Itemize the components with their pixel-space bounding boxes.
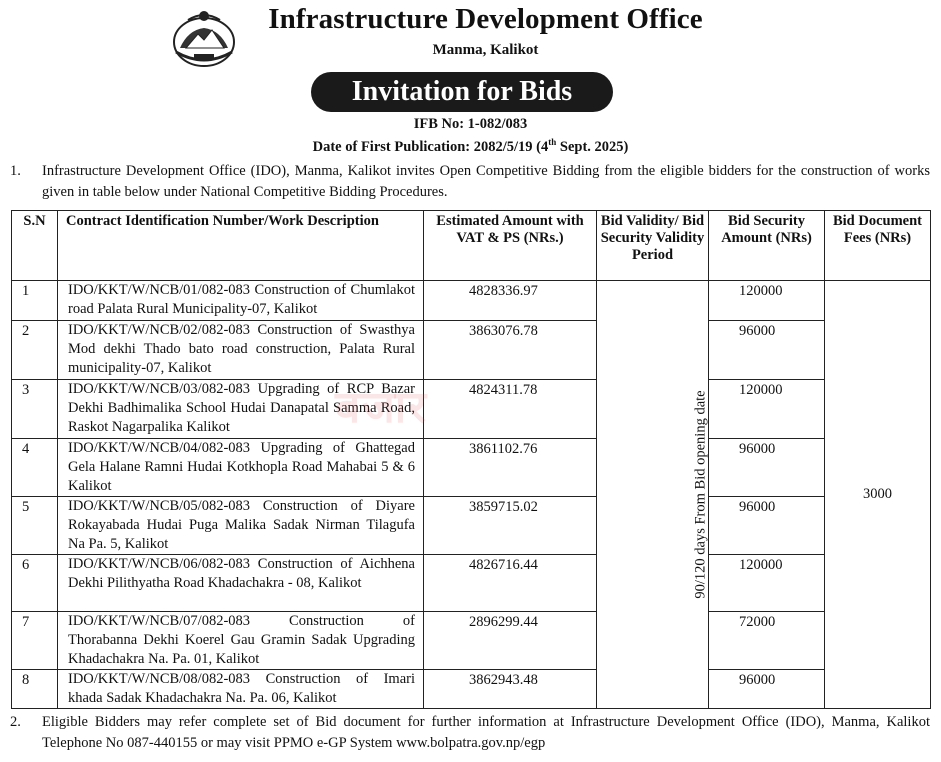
- row-sn: 1: [12, 281, 58, 321]
- header-description: Contract Identification Number/Work Description: [58, 211, 424, 281]
- table-row: [12, 281, 931, 321]
- row-description: IDO/KKT/W/NCB/03/082-083 Upgrading of RCP Bazar Dekhi Badhimalika School Hudai Danapatal Samma Road, Raskot Nagarpalika Kalikot: [58, 380, 424, 439]
- table-row: [12, 555, 931, 612]
- row-amount: 3862943.48: [424, 670, 597, 709]
- row-security: 120000: [709, 555, 825, 612]
- row-description: IDO/KKT/W/NCB/04/082-083 Upgrading of Ghattegad Gela Halane Ramni Hudai Kotkhopla Road Mahabai 5 & 6 Kalikot: [58, 439, 424, 497]
- row-security: 96000: [709, 670, 825, 709]
- paragraph-text: Eligible Bidders may refer complete set of Bid document for further information at Infrastructure Development Office (IDO), Manma, Kalikot Telephone No 087-440155 or may visit PPMO e-GP System www.bolpatra.gov.np/egp: [42, 714, 930, 751]
- table-row: [12, 321, 931, 380]
- header-sn: S.N: [12, 211, 58, 281]
- fees-cell: 3000: [825, 281, 931, 709]
- ifb-number: IFB No: 1-082/083: [413, 116, 528, 132]
- table-row: [12, 497, 931, 555]
- paragraph-number: 1.: [10, 163, 21, 179]
- table-header-row: [12, 211, 931, 281]
- row-sn: 4: [12, 439, 58, 497]
- row-security: 72000: [709, 612, 825, 670]
- bid-table: [11, 210, 931, 709]
- row-sn: 2: [12, 321, 58, 380]
- table-row: [12, 380, 931, 439]
- office-title: Infrastructure Development Office: [268, 3, 703, 35]
- header: [0, 0, 941, 75]
- row-amount: 4826716.44: [424, 555, 597, 612]
- row-security: 120000: [709, 281, 825, 321]
- header-fees: Bid Document Fees (NRs): [825, 211, 931, 281]
- validity-cell: [597, 281, 709, 709]
- row-description: IDO/KKT/W/NCB/06/082-083 Construction of Aichhena Dekhi Pilithyatha Road Khadachakra - 08, Kalikot: [58, 555, 424, 612]
- row-security: 120000: [709, 380, 825, 439]
- row-sn: 7: [12, 612, 58, 670]
- validity-text: 90/120 days From Bid opening date: [692, 390, 709, 599]
- row-amount: 4828336.97: [424, 281, 597, 321]
- row-description: IDO/KKT/W/NCB/01/082-083 Construction of Chumlakot road Palata Rural Municipality-07, Kalikot: [58, 281, 424, 321]
- row-description: IDO/KKT/W/NCB/05/082-083 Construction of Diyare Rokayabada Hudai Puga Malika Sadak Nirman Tilagufa Na Pa. 5, Kalikot: [58, 497, 424, 555]
- row-sn: 5: [12, 497, 58, 555]
- row-amount: 4824311.78: [424, 380, 597, 439]
- row-amount: 2896299.44: [424, 612, 597, 670]
- publication-date: Date of First Publication: 2082/5/19 (4th Sept. 2025): [312, 137, 629, 155]
- table-row: [12, 439, 931, 497]
- row-sn: 6: [12, 555, 58, 612]
- header-amount: Estimated Amount with VAT & PS (NRs.): [424, 211, 597, 281]
- row-sn: 3: [12, 380, 58, 439]
- paragraph-2: [10, 712, 930, 754]
- row-sn: 8: [12, 670, 58, 709]
- paragraph-text: Infrastructure Development Office (IDO), Manma, Kalikot invites Open Competitive Bidding from the eligible bidders for the construction of works given in table below under National Competitive Bidding Procedures.: [42, 163, 930, 200]
- row-description: IDO/KKT/W/NCB/07/082-083 Construction of Thorabanna Dekhi Koerel Gau Gramin Sadak Upgrading Khadachakra Na. Pa. 01, Kalikot: [58, 612, 424, 670]
- header-security: Bid Security Amount (NRs): [709, 211, 825, 281]
- table-row: [12, 670, 931, 709]
- row-description: IDO/KKT/W/NCB/08/082-083 Construction of Imari khada Sadak Khadachakra Na. Pa. 06, Kalikot: [58, 670, 424, 709]
- row-security: 96000: [709, 321, 825, 380]
- invitation-banner: Invitation for Bids: [311, 72, 613, 112]
- paragraph-1: [10, 161, 930, 203]
- watermark: बजार: [335, 382, 429, 433]
- row-amount: 3863076.78: [424, 321, 597, 380]
- office-location: Manma, Kalikot: [432, 42, 539, 58]
- row-security: 96000: [709, 497, 825, 555]
- header-validity: Bid Validity/ Bid Security Validity Period: [597, 211, 709, 281]
- table-row: [12, 612, 931, 670]
- row-amount: 3859715.02: [424, 497, 597, 555]
- row-amount: 3861102.76: [424, 439, 597, 497]
- paragraph-number: 2.: [10, 714, 21, 730]
- row-security: 96000: [709, 439, 825, 497]
- row-description: IDO/KKT/W/NCB/02/082-083 Construction of Swasthya Mod dekhi Thado bato road construction, Palata Rural municipality-07, Kalikot: [58, 321, 424, 380]
